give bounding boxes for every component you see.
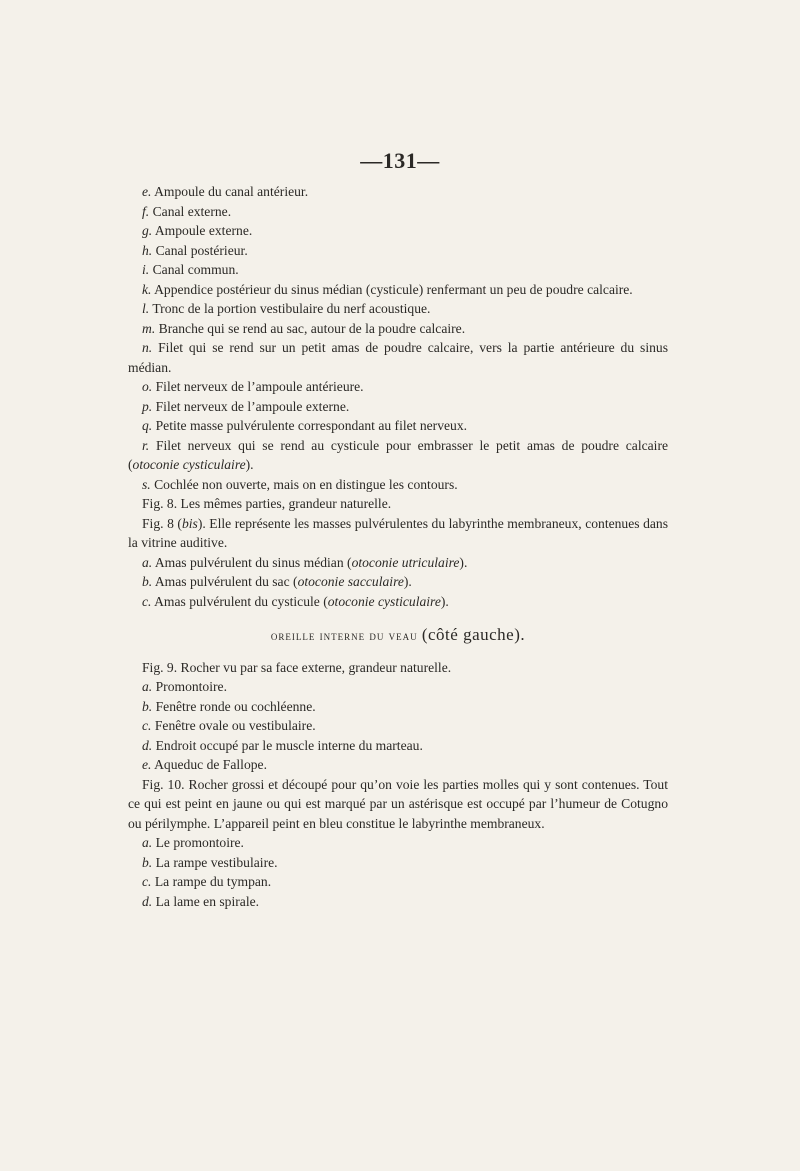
legend-key: h. xyxy=(142,242,153,258)
legend-key: q. xyxy=(142,418,153,433)
legend-key: c. xyxy=(142,718,152,733)
legend-text: Promontoire. xyxy=(155,679,227,694)
legend-text: Cochlée non ouverte, mais on en distingue les contours. xyxy=(154,476,458,492)
legend-item xyxy=(128,853,668,873)
page-number: —131— xyxy=(360,148,440,173)
legend-text: Canal externe. xyxy=(152,203,232,219)
section-heading xyxy=(128,625,668,646)
legend-text: Appendice postérieur du sinus médian (cysticule) renfermant un peu de poudre calcaire. xyxy=(154,281,633,297)
legend-text: Filet qui se rend sur un petit amas de poudre calcaire, vers la partie antérieure du sinus médian. xyxy=(128,340,668,375)
legend-text-end: ). xyxy=(403,574,412,589)
legend-text: Tronc de la portion vestibulaire du nerf acoustique. xyxy=(152,301,431,316)
legend-text: Ampoule externe. xyxy=(154,223,253,238)
legend-item xyxy=(128,241,668,261)
legend-text: Canal postérieur. xyxy=(155,242,248,258)
legend-text-end: ). xyxy=(440,593,449,609)
legend-text-end: ). xyxy=(459,554,468,570)
legend-text: Petite masse pulvérulente correspondant au filet nerveux. xyxy=(155,418,468,433)
legend-item xyxy=(128,397,668,417)
legend-item xyxy=(128,892,668,912)
legend-text: Aqueduc de Fallope. xyxy=(154,757,267,772)
legend-italic-term: otoconie cysticulaire xyxy=(327,593,441,609)
legend-text: La rampe vestibulaire. xyxy=(155,854,278,870)
legend-item xyxy=(128,377,668,397)
legend-italic-term: otoconie sacculaire xyxy=(297,574,404,589)
caption-text-end: ). Elle représente les masses pulvérulentes du labyrinthe membraneux, contenues dans la vitrine auditive. xyxy=(128,515,668,550)
figure-caption-fig10: Fig. 10. Rocher grossi et découpé pour qu’on voie les parties molles qui y sont contenues. Tout ce qui est peint en jaune ou qui est marqué par un astérisque est occupé par l’humeur de Cotugno ou périlymphe. L’appareil peint en bleu constitue le labyrinthe membraneux. xyxy=(128,776,668,831)
legend-text: La lame en spirale. xyxy=(155,893,260,909)
legend-item xyxy=(128,182,668,202)
caption-italic: bis xyxy=(181,515,198,531)
legend-item xyxy=(128,553,668,573)
legend-key: a. xyxy=(142,679,153,694)
legend-text: Amas pulvérulent du sac ( xyxy=(154,574,298,589)
legend-text: Amas pulvérulent du cysticule ( xyxy=(154,593,328,609)
legend-text: Endroit occupé par le muscle interne du marteau. xyxy=(155,737,423,753)
legend-item xyxy=(128,833,668,853)
legend-key: b. xyxy=(142,574,153,589)
legend-key: o. xyxy=(142,379,153,394)
legend-text: Amas pulvérulent du sinus médian ( xyxy=(154,554,352,570)
legend-text: Canal commun. xyxy=(152,262,239,277)
legend-item xyxy=(128,319,668,339)
caption-text: Fig. 8 ( xyxy=(142,515,182,531)
legend-text: Ampoule du canal antérieur. xyxy=(154,184,309,199)
legend-key: p. xyxy=(142,398,153,414)
legend-key: a. xyxy=(142,554,153,570)
legend-text: Filet nerveux de l’ampoule antérieure. xyxy=(155,379,364,394)
legend-italic-term: otoconie utriculaire xyxy=(351,554,460,570)
legend-key: e. xyxy=(142,184,152,199)
legend-key: l. xyxy=(142,301,150,316)
legend-item xyxy=(128,716,668,736)
legend-key: n. xyxy=(142,340,153,355)
legend-text: Filet nerveux de l’ampoule externe. xyxy=(155,398,350,414)
legend-key: k. xyxy=(142,281,152,297)
legend-item xyxy=(128,280,668,300)
legend-item xyxy=(128,260,668,280)
section-heading-side: (côté gauche). xyxy=(421,625,526,644)
legend-key: e. xyxy=(142,757,152,772)
legend-item xyxy=(128,416,668,436)
figure-caption-fig8bis xyxy=(128,514,668,553)
legend-text: Le promontoire. xyxy=(155,835,244,850)
legend-text: La rampe du tympan. xyxy=(154,874,272,889)
legend-key: a. xyxy=(142,835,153,850)
legend-key: r. xyxy=(142,437,150,453)
legend-key: b. xyxy=(142,854,153,870)
legend-item xyxy=(128,677,668,697)
legend-item xyxy=(128,697,668,717)
figure-caption-fig8: Fig. 8. Les mêmes parties, grandeur naturelle. xyxy=(142,496,392,511)
legend-key: d. xyxy=(142,893,153,909)
legend-text: Fenêtre ronde ou cochléenne. xyxy=(155,698,316,714)
legend-text: Fenêtre ovale ou vestibulaire. xyxy=(154,718,316,733)
legend-item xyxy=(128,202,668,222)
legend-item xyxy=(128,755,668,775)
legend-item xyxy=(128,572,668,592)
legend-item xyxy=(128,436,668,475)
legend-key: c. xyxy=(142,874,152,889)
legend-text: Filet nerveux qui se rend au cysticule pour embrasser le petit amas de poudre calcaire ( xyxy=(128,437,668,472)
legend-item xyxy=(128,338,668,377)
legend-key: i. xyxy=(142,262,150,277)
legend-key: c. xyxy=(142,593,152,609)
legend-key: b. xyxy=(142,698,153,714)
legend-key: m. xyxy=(142,320,156,336)
legend-item xyxy=(128,592,668,612)
legend-key: g. xyxy=(142,223,153,238)
legend-text: Branche qui se rend au sac, autour de la poudre calcaire. xyxy=(158,320,466,336)
legend-key: s. xyxy=(142,476,151,492)
figure-caption-fig9: Fig. 9. Rocher vu par sa face externe, grandeur naturelle. xyxy=(142,659,452,675)
page-body xyxy=(128,182,668,911)
legend-key: f. xyxy=(142,203,150,219)
legend-italic-term: otoconie cysticulaire xyxy=(132,457,246,472)
legend-text-end: ). xyxy=(245,457,254,472)
legend-item xyxy=(128,299,668,319)
legend-item xyxy=(128,221,668,241)
legend-item xyxy=(128,475,668,495)
legend-key: d. xyxy=(142,737,153,753)
legend-item xyxy=(128,736,668,756)
section-heading-main: oreille interne du veau xyxy=(270,628,418,643)
legend-item xyxy=(128,872,668,892)
